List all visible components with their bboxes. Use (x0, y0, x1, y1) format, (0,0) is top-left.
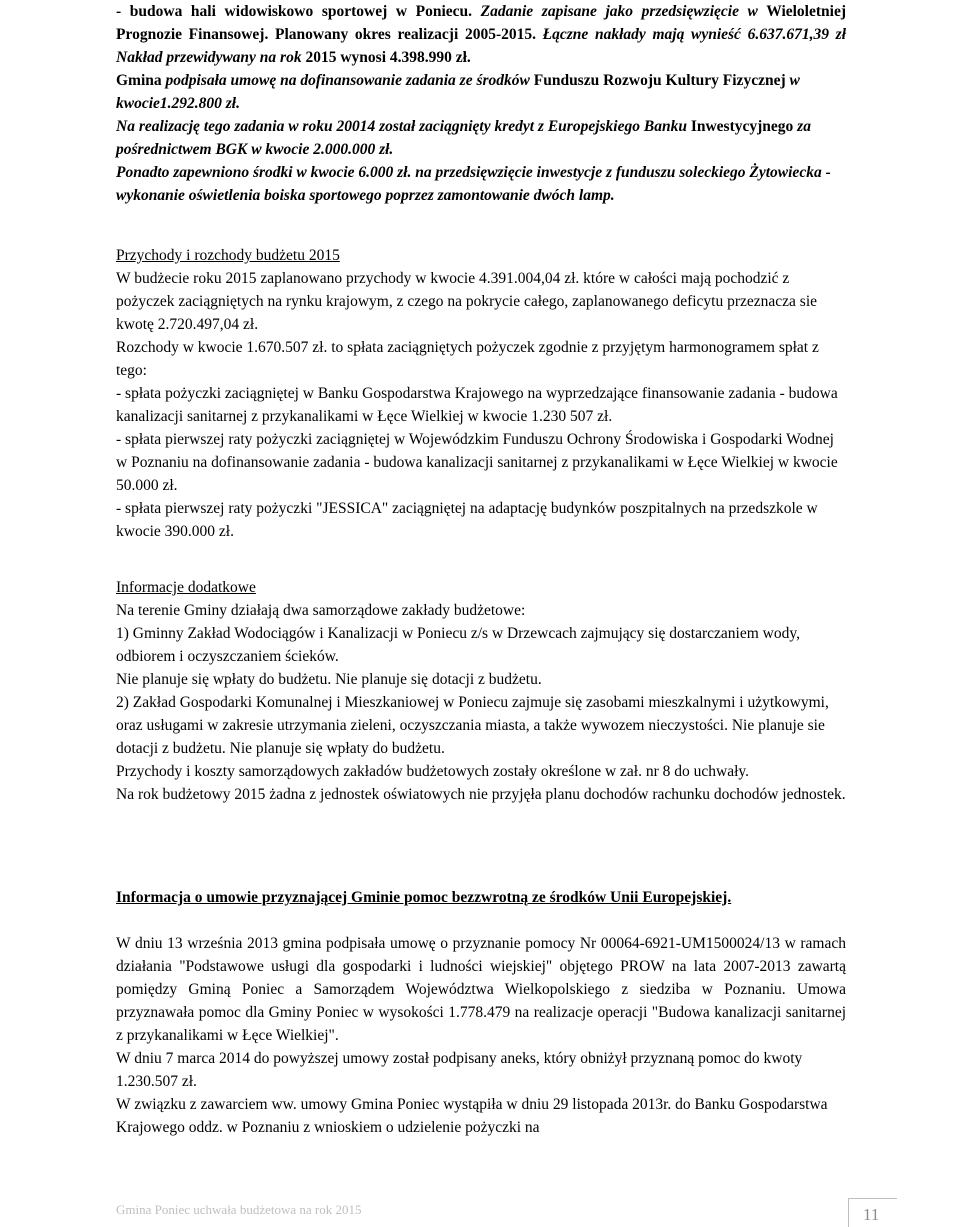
eu-line: W związku z zawarciem ww. umowy Gmina Poniec wystąpiła w dniu 29 listopada 2013r. do Banku Gospodarstwa Krajowego oddz. w Poznaniu z wnioskiem o udzielenie pożyczki na (116, 1096, 828, 1136)
eu-line: W dniu 13 września 2013 gmina podpisała umowę o przyznanie pomocy Nr 00064-6921-UM1500024/13 w ramach działania "Podstawowe usługi dla gospodarki i ludności wiejskiej" objętego PROW na lata 2007-2013 zawartą pomiędzy Gminą Poniec a Samorządem Województwa Wielkopolskiego z siedziba w Poznaniu. Umowa przyznawała pomoc dla Gminy Poniec w wysokości 1.778.479 na realizacje operacji "Budowa kanalizacji sanitarnej z przykanalikami w Łęce Wielkiej". (116, 935, 846, 1044)
spacer (116, 909, 846, 932)
page-number: 11 (863, 1205, 880, 1224)
info-line: Na terenie Gminy działają dwa samorządowe zakłady budżetowe: (116, 602, 526, 619)
page-footer (116, 1198, 896, 1226)
budget-line: - spłata pierwszej raty pożyczki zaciągniętej w Wojewódzkim Funduszu Ochrony Środowiska i Gospodarki Wodnej w Poznaniu na dofinansowanie zadania - budowa kanalizacji sanitarnej z przykanalikami w Łęce Wielkiej w kwocie 50.000 zł. (116, 431, 838, 494)
investment-paragraph-4: Ponadto zapewniono środki w kwocie 6.000 zł. na przedsięwzięcie inwestycje z funduszu soleckiego Żytowiecka - wykonanie oświetlenia boiska sportowego poprzez zamontowanie dwóch lamp. (116, 164, 831, 204)
info-line: Nie planuje się wpłaty do budżetu. Nie planuje się dotacji z budżetu. (116, 671, 542, 688)
info-line: Na rok budżetowy 2015 żadna z jednostek oświatowych nie przyjęła planu dochodów rachunku dochodów jednostek. (116, 786, 846, 803)
section-budget (116, 244, 846, 543)
page-number-box (848, 1198, 897, 1227)
investment-paragraph-1: - budowa hali widowiskowo sportowej w Poniecu. Zadanie zapisane jako przedsięwzięcie w Wieloletniej Prognozie Finansowej. Planowany okres realizacji 2005-2015. Łączne nakłady mają wynieść 6.637.671,39 zł Nakład przewidywany na rok 2015 wynosi 4.398.990 zł. (116, 3, 847, 66)
eu-heading: Informacja o umowie przyznającej Gminie pomoc bezzwrotną ze środków Unii Europejskiej. (116, 889, 732, 906)
section-additional-info (116, 576, 846, 806)
footer-text: Gmina Poniec uchwała budżetowa na rok 2015 (116, 1202, 362, 1217)
budget-line: - spłata pożyczki zaciągniętej w Banku Gospodarstwa Krajowego na wyprzedzające finansowanie zadania - budowa kanalizacji sanitarnej z przykanalikami w Łęce Wielkiej w kwocie 1.230 507 zł. (116, 385, 838, 425)
info-line: Przychody i koszty samorządowych zakładów budżetowych zostały określone w zał. nr 8 do uchwały. (116, 763, 750, 780)
investment-paragraph-3: Na realizację tego zadania w roku 20014 został zaciągnięty kredyt z Europejskiego Banku Inwestycyjnego za pośrednictwem BGK w kwocie 2.000.000 zł. (116, 118, 811, 158)
budget-line: - spłata pierwszej raty pożyczki "JESSICA" zaciągniętej na adaptację budynków poszpitalnych na przedszkole w kwocie 390.000 zł. (116, 500, 818, 540)
info-heading: Informacje dodatkowe (116, 579, 256, 596)
eu-line: W dniu 7 marca 2014 do powyższej umowy został podpisany aneks, który obniżył przyznaną pomoc do kwoty 1.230.507 zł. (116, 1050, 803, 1090)
budget-heading: Przychody i rozchody budżetu 2015 (116, 247, 340, 264)
section-eu-agreement (116, 886, 846, 1139)
info-line: 2) Zakład Gospodarki Komunalnej i Mieszkaniowej w Poniecu zajmuje się zasobami mieszkalnymi i użytkowymi, oraz usługami w zakresie utrzymania zieleni, oczyszczania miasta, a także wywozem nieczystości. Nie planuje sie dotacji z budżetu. Nie planuje się wpłaty do budżetu. (116, 694, 829, 757)
budget-line: W budżecie roku 2015 zaplanowano przychody w kwocie 4.391.004,04 zł. które w całości mają pochodzić z pożyczek zaciągniętych na rynku krajowym, z czego na pokrycie całego, zaplanowanego deficytu przeznacza sie kwotę 2.720.497,04 zł. (116, 270, 818, 333)
info-line: 1) Gminny Zakład Wodociągów i Kanalizacji w Poniecu z/s w Drzewcach zajmujący się dostarczaniem wody, odbiorem i oczyszczaniem ścieków. (116, 625, 800, 665)
budget-line: Rozchody w kwocie 1.670.507 zł. to spłata zaciągniętych pożyczek zgodnie z przyjętym harmonogramem spłat z tego: (116, 339, 819, 379)
section-investment (116, 0, 846, 207)
investment-paragraph-2: Gmina podpisała umowę na dofinansowanie zadania ze środków Funduszu Rozwoju Kultury Fizycznej w kwocie1.292.800 zł. (116, 72, 800, 112)
